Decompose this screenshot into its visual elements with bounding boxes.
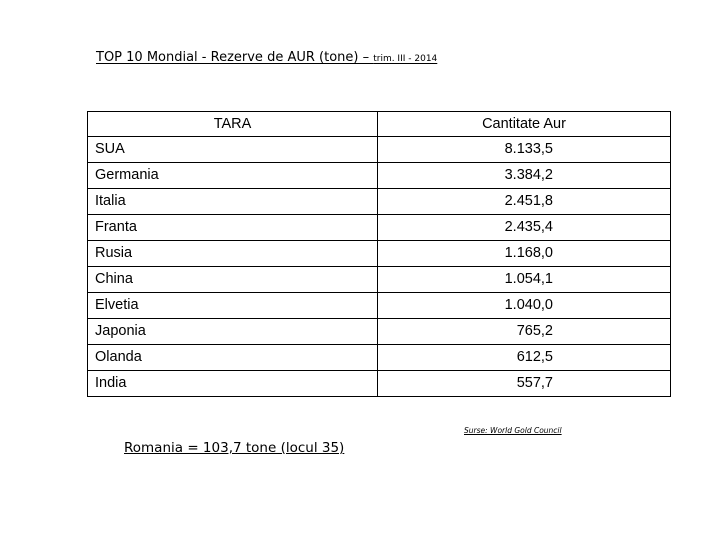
country-cell: Franta — [88, 215, 378, 241]
table-row — [88, 215, 671, 241]
column-header-gold-quantity: Cantitate Aur — [378, 112, 671, 137]
title-main: TOP 10 Mondial - Rezerve de AUR (tone) – — [96, 50, 374, 65]
page-title — [96, 50, 437, 65]
table-row — [88, 267, 671, 293]
gold-quantity-value: 1.054,1 — [504, 271, 553, 287]
country-cell: Olanda — [88, 345, 378, 371]
country-cell: Italia — [88, 189, 378, 215]
gold-quantity-value: 557,7 — [516, 375, 553, 391]
gold-quantity-value: 2.435,4 — [504, 219, 553, 235]
gold-reserves-table — [87, 111, 671, 397]
table-row — [88, 241, 671, 267]
country-cell: Germania — [88, 163, 378, 189]
country-cell: China — [88, 267, 378, 293]
gold-quantity-cell — [378, 215, 671, 241]
gold-quantity-cell — [378, 293, 671, 319]
table-row — [88, 319, 671, 345]
gold-quantity-cell — [378, 163, 671, 189]
gold-quantity-value: 1.040,0 — [504, 297, 553, 313]
country-cell: Elvetia — [88, 293, 378, 319]
gold-quantity-value: 2.451,8 — [504, 193, 553, 209]
gold-quantity-cell — [378, 137, 671, 163]
table-row — [88, 137, 671, 163]
table-row — [88, 345, 671, 371]
gold-quantity-cell — [378, 319, 671, 345]
title-period: trim. III - 2014 — [373, 54, 438, 64]
table-header-row — [88, 112, 671, 137]
source-note: Surse: World Gold Council — [464, 426, 562, 435]
gold-quantity-value: 612,5 — [516, 349, 553, 365]
country-cell: SUA — [88, 137, 378, 163]
gold-quantity-cell — [378, 371, 671, 397]
gold-quantity-value: 3.384,2 — [504, 167, 553, 183]
gold-quantity-cell — [378, 189, 671, 215]
table-row — [88, 293, 671, 319]
gold-quantity-value: 765,2 — [516, 323, 553, 339]
table-row — [88, 371, 671, 397]
table-row — [88, 163, 671, 189]
country-cell: Japonia — [88, 319, 378, 345]
gold-quantity-cell — [378, 241, 671, 267]
gold-quantity-cell — [378, 267, 671, 293]
table-row — [88, 189, 671, 215]
column-header-country: TARA — [88, 112, 378, 137]
gold-quantity-value: 8.133,5 — [504, 141, 553, 157]
gold-quantity-cell — [378, 345, 671, 371]
romania-note: Romania = 103,7 tone (locul 35) — [124, 440, 345, 456]
gold-quantity-value: 1.168,0 — [504, 245, 553, 261]
country-cell: India — [88, 371, 378, 397]
country-cell: Rusia — [88, 241, 378, 267]
